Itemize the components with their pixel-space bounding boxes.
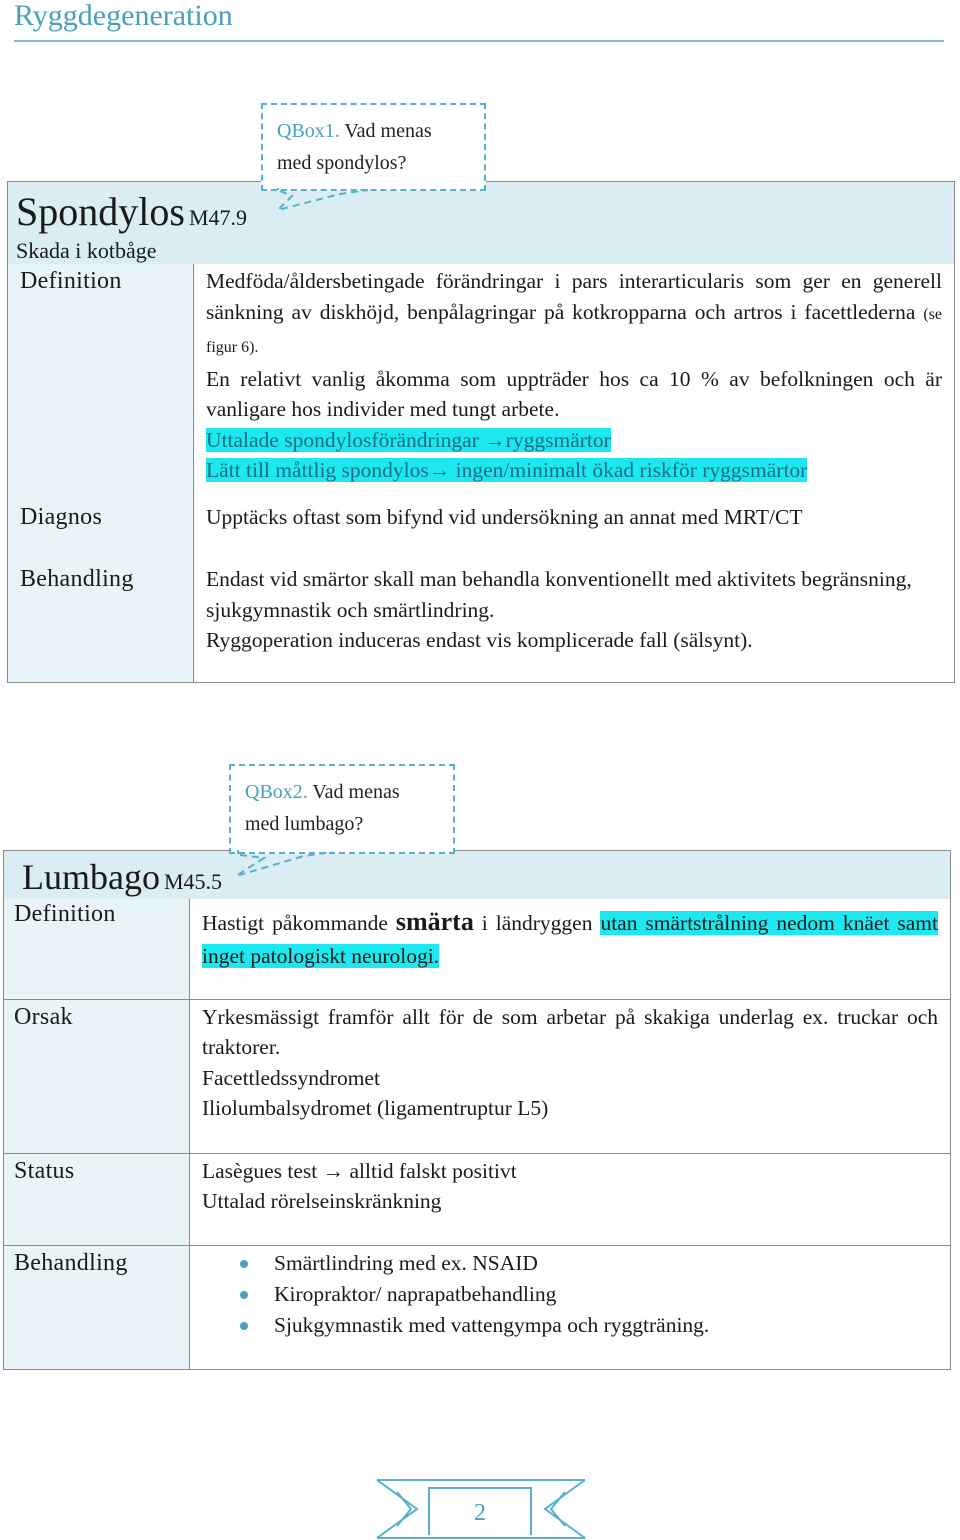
lumbago-behandling-label: Behandling: [14, 1249, 128, 1276]
spondylos-behandling-line1: Endast vid smärtor skall man behandla konventionellt med aktivitets begränsning, sjukgymnastik och smärtlindring.: [206, 567, 912, 622]
arrow-right-icon: →: [322, 1158, 345, 1183]
qbox-1-text1: Vad menas: [339, 120, 432, 142]
spondylos-definition-p2: En relativt vanlig åkomma som uppträder hos ca 10 % av befolkningen och är vanligare hos individer med tungt arbete.: [206, 366, 942, 421]
lumbago-def-c: i ländryggen: [473, 911, 601, 935]
spondylos-diagnos-row: [8, 494, 955, 556]
lumbago-status-line2: Uttalad rörelseinskränkning: [202, 1189, 442, 1213]
spondylos-title: Spondylos: [16, 189, 185, 234]
lumbago-orsak-line3: Iliolumbalsydromet (ligamentruptur L5): [202, 1096, 549, 1120]
lumbago-status-row: [4, 1153, 951, 1245]
qbox-1-tail: [270, 188, 370, 214]
lumbago-orsak-line2: Facettledssyndromet: [202, 1065, 380, 1090]
qbox-1-line1: [277, 115, 470, 147]
spondylos-highlight-1: [206, 425, 942, 456]
qbox-2-text1: Vad menas: [307, 781, 400, 803]
spondylos-diagnos-label: Diagnos: [20, 504, 103, 530]
lumbago-status-l1b: alltid falskt positivt: [344, 1158, 517, 1183]
lumbago-code: M45.5: [163, 869, 223, 894]
lumbago-card: [3, 850, 951, 1370]
spondylos-highlight-2: [206, 455, 942, 486]
list-item: Smärtlindring med ex. NSAID: [202, 1248, 938, 1279]
lumbago-def-emphasis: smärta: [395, 907, 474, 936]
spondylos-definition-row: [8, 264, 955, 494]
lumbago-status-label: Status: [14, 1157, 75, 1184]
page-title: Ryggdegeneration: [14, 0, 233, 32]
lumbago-status-l1a: Lasègues test: [202, 1158, 323, 1183]
spondylos-code: M47.9: [188, 205, 247, 230]
spondylos-diagnos-text: Upptäcks oftast som bifynd vid undersökning an annat med MRT/CT: [206, 505, 803, 529]
qbox-2: [229, 764, 455, 854]
spondylos-hl2-a: Lätt till måttlig spondylos: [206, 458, 429, 482]
lumbago-title-row: [4, 851, 951, 900]
spondylos-definition-label: Definition: [20, 268, 122, 294]
spondylos-behandling-label: Behandling: [20, 566, 134, 592]
lumbago-def-a: Hastigt påkommande: [202, 911, 396, 935]
page-header: [14, 0, 944, 42]
lumbago-definition-row: [4, 899, 951, 999]
lumbago-orsak-label: Orsak: [14, 1003, 73, 1030]
qbox-1-number: QBox1.: [277, 120, 340, 142]
arrow-right-icon: →: [484, 427, 506, 452]
spondylos-title-row: [8, 182, 955, 265]
lumbago-def-highlight: utan smärtstrålning nedom knäet samt inget patologiskt neurologi.: [202, 911, 938, 968]
spondylos-hl1-a: Uttalade spondylosförändringar: [206, 427, 485, 452]
lumbago-title: Lumbago: [22, 857, 160, 897]
arrow-right-icon: →: [428, 458, 451, 482]
spondylos-hl2-b: ingen/minimalt ökad riskför ryggsmärtor: [450, 458, 808, 482]
qbox-1-line2: med spondylos?: [277, 152, 407, 174]
lumbago-orsak-line1: Yrkesmässigt framför allt för de som arbetar på skakiga underlag ex. truckar och traktorer.: [202, 1004, 938, 1059]
spondylos-card: [7, 181, 955, 683]
lumbago-definition-text: [202, 905, 938, 973]
qbox-2-line2: med lumbago?: [245, 813, 364, 835]
qbox-1: [261, 103, 486, 191]
page-number: 2: [428, 1487, 532, 1535]
list-item: Sjukgymnastik med vattengympa och ryggträning.: [202, 1310, 938, 1341]
qbox-2-number: QBox2.: [245, 781, 308, 803]
qbox-2-line1: [245, 776, 439, 808]
spondylos-definition-p1: [206, 266, 942, 364]
list-item: Kiropraktor/ naprapatbehandling: [202, 1279, 938, 1310]
lumbago-behandling-list: [202, 1248, 938, 1341]
spondylos-subtitle: Skada i kotbåge: [16, 238, 157, 263]
spondylos-figure-ref: (se figur 6).: [206, 305, 942, 356]
spondylos-behandling-line2: Ryggoperation induceras endast vis komplicerade fall (sälsynt).: [206, 628, 753, 652]
lumbago-behandling-row: [4, 1245, 951, 1369]
lumbago-definition-label: Definition: [14, 901, 116, 927]
qbox-2-tail: [224, 850, 334, 878]
lumbago-orsak-row: [4, 999, 951, 1153]
lumbago-status-line1: [202, 1156, 938, 1187]
spondylos-definition-p1-text: Medföda/åldersbetingade förändringar i pars interarticularis som ger en generell sänkning av diskhöjd, benpålagringar på kotkropparna och artros i facettlederna: [206, 269, 942, 324]
spondylos-behandling-row: [8, 556, 955, 682]
spondylos-hl1-b: ryggsmärtor: [505, 427, 611, 452]
